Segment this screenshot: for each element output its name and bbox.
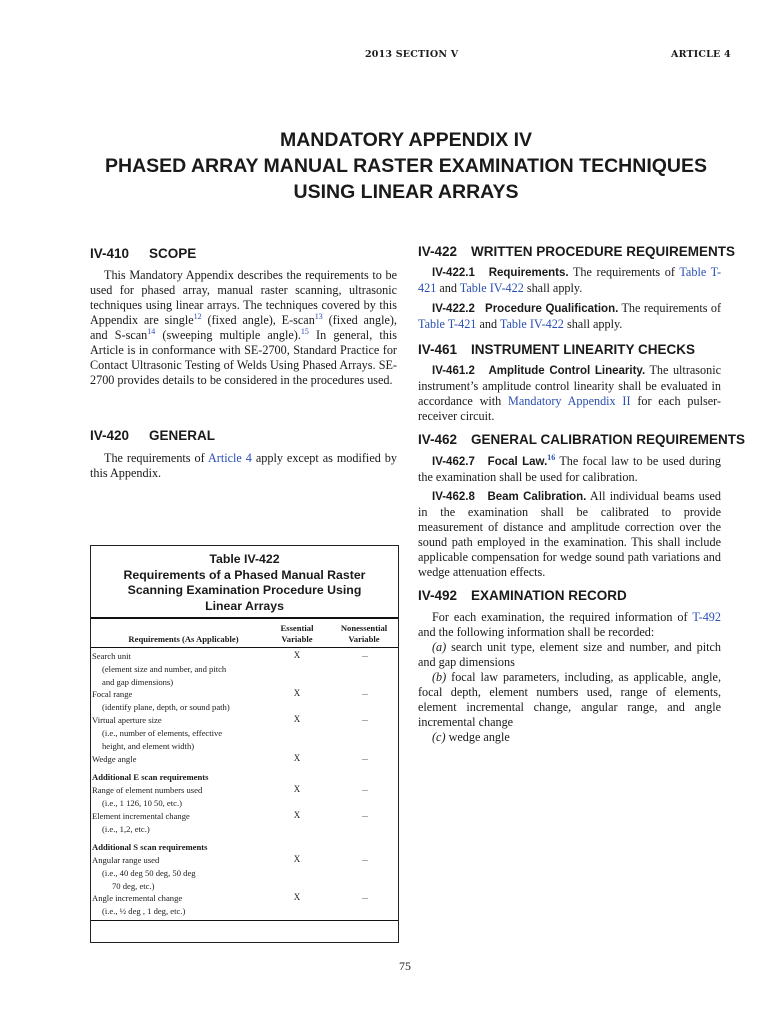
table-header-rule (91, 647, 398, 648)
nonessential-mark: ... (362, 650, 368, 659)
linearity-number: IV-461 (418, 342, 458, 357)
table-row: Focal range (identify plane, depth, or sound path) (92, 689, 230, 712)
title-line-2: PHASED ARRAY MANUAL RASTER EXAMINATION TECHNIQUES (104, 155, 708, 177)
essential-mark: X (293, 688, 301, 698)
written-number: IV-422 (418, 244, 458, 259)
scope-title: SCOPE (149, 246, 197, 261)
table-row: Element incremental change (i.e., 1,2, etc.) (92, 811, 190, 834)
record-item-a: (a) search unit type, element size and number, and pitch and gap dimensions (418, 640, 721, 669)
table-iv-422-link[interactable]: Table IV-422 (499, 317, 564, 331)
nonessential-mark: ... (362, 892, 368, 901)
nonessential-mark: ... (362, 810, 368, 819)
table-row: Angular range used (i.e., 40 deg 50 deg, 50 deg 70 deg, etc.) (92, 855, 196, 891)
footnote-ref-15[interactable]: 15 (300, 326, 309, 336)
record-number: IV-492 (418, 588, 458, 603)
record-intro: For each examination, the required information of T-492 and the following information shall be recorded: (418, 610, 721, 639)
page-number: 75 (399, 959, 411, 973)
scope-heading (90, 246, 196, 261)
section-iv-462-8: IV-462.8 Beam Calibration. All individual beams used in the examination shall be calibrated to provide measurement of distance and amplitude correction over the sound path employed in the examination. This shall include applicable compensation for wedge sound path variations and wedge attenuation effects. (418, 489, 721, 579)
table-top-rule (91, 617, 398, 619)
table-group-e-scan: Additional E scan requirements (92, 772, 209, 782)
record-item-b: (b) focal law parameters, including, as applicable, angle, focal depth, element numbers used, range of elements, element incremental change, angular range, and angle incremental change (418, 670, 721, 729)
footnote-ref-12[interactable]: 12 (193, 311, 202, 321)
table-title: Table IV-422 Requirements of a Phased Manual Raster Scanning Examination Procedure Using Linear Arrays (123, 552, 366, 613)
essential-mark: X (293, 753, 301, 763)
nonessential-mark: ... (362, 854, 368, 863)
t-492-link[interactable]: T-492 (692, 610, 721, 624)
record-item-c: (c) wedge angle (432, 730, 510, 744)
mandatory-appendix-ii-link[interactable]: Mandatory Appendix II (508, 394, 631, 408)
col-header-requirements: Requirements (As Applicable) (128, 634, 239, 644)
calibration-heading (418, 432, 745, 447)
scope-number: IV-410 (90, 246, 130, 261)
title-line-1: MANDATORY APPENDIX IV (279, 129, 533, 151)
table-iv-422-link[interactable]: Table IV-422 (459, 281, 524, 295)
running-header-article: ARTICLE 4 (671, 49, 731, 60)
table-row: Search unit (element size and number, and pitch and gap dimensions) (92, 651, 227, 687)
calibration-number: IV-462 (418, 432, 458, 447)
table-row: Angle incremental change (i.e., ½ deg , 1 deg, etc.) (92, 893, 186, 916)
essential-mark: X (293, 650, 301, 660)
section-iv-422-1: IV-422.1 Requirements. The requirements of Table T-421 and Table IV-422 shall apply. (418, 265, 722, 295)
written-procedure-heading (418, 244, 735, 259)
section-iv-462-7: IV-462.7 Focal Law.$^{16}$ The focal law to be used during the examination shall be used for calibration. (418, 452, 721, 484)
nonessential-mark: ... (362, 753, 368, 762)
running-header-section: 2013 SECTION V (365, 49, 459, 60)
record-heading (418, 588, 627, 603)
footnote-ref-16[interactable]: 16 (547, 452, 556, 462)
nonessential-mark: ... (362, 714, 368, 723)
title-line-3: USING LINEAR ARRAYS (293, 181, 519, 203)
written-title: WRITTEN PROCEDURE REQUIREMENTS (471, 244, 736, 259)
essential-mark: X (293, 892, 301, 902)
table-row: Virtual aperture size (i.e., number of elements, effective height, and element width) (92, 715, 223, 751)
record-title: EXAMINATION RECORD (471, 588, 627, 603)
table-group-s-scan: Additional S scan requirements (92, 842, 208, 852)
table-iv-422 (90, 545, 399, 943)
general-number: IV-420 (90, 428, 130, 443)
linearity-heading (418, 342, 695, 357)
essential-mark: X (293, 810, 301, 820)
record-section (418, 610, 721, 745)
section-iv-461-2: IV-461.2 Amplitude Control Linearity. The ultrasonic instrument’s amplitude control linearity shall be evaluated in accordance with Mandatory Appendix II for each pulser-receiver circuit. (418, 363, 722, 423)
general-paragraph: The requirements of Article 4 apply except as modified by this Appendix. (90, 451, 397, 480)
linearity-title: INSTRUMENT LINEARITY CHECKS (471, 342, 696, 357)
section-iv-422-2: IV-422.2 Procedure Qualification. The requirements of Table T-421 and Table IV-422 shall apply. (418, 301, 721, 331)
table-t-421-link[interactable]: Table T-421 (418, 265, 722, 295)
essential-mark: X (293, 714, 301, 724)
calibration-title: GENERAL CALIBRATION REQUIREMENTS (471, 432, 746, 447)
general-title: GENERAL (149, 428, 216, 443)
nonessential-mark: ... (362, 688, 368, 697)
essential-mark: X (293, 784, 301, 794)
footnote-ref-13[interactable]: 13 (314, 311, 323, 321)
table-bottom-rule (91, 920, 398, 921)
nonessential-mark: ... (362, 784, 368, 793)
article-4-link[interactable]: Article 4 (207, 451, 252, 465)
table-row: Wedge angle (92, 754, 137, 764)
col-header-essential: Essential Variable (280, 623, 314, 644)
scope-paragraph: This Mandatory Appendix describes the requirements to be used for phased array, manual raster scanning, ultrasonic techniques using linear arrays. The techniques covered by this Appendix are single$^{12}$ (fixed angle), E-scan$^{13}$ (fixed angle), and S-scan$^{14}$ (sweeping multiple angle).$^{15}$ In general, this Article is in conformance with SE-2700, Standard Practice for Contact Ultrasonic Testing of Welds Using Phased Arrays. SE-2700 provides details to be considered in the procedures used. (90, 268, 397, 387)
col-header-nonessential: Nonessential Variable (340, 623, 388, 644)
page-title (0, 127, 768, 205)
essential-mark: X (293, 854, 301, 864)
table-t-421-link[interactable]: Table T-421 (418, 317, 477, 331)
table-row: Range of element numbers used (i.e., 1 126, 10 50, etc.) (92, 785, 203, 808)
general-heading (90, 428, 215, 443)
footnote-ref-14[interactable]: 14 (147, 326, 156, 336)
